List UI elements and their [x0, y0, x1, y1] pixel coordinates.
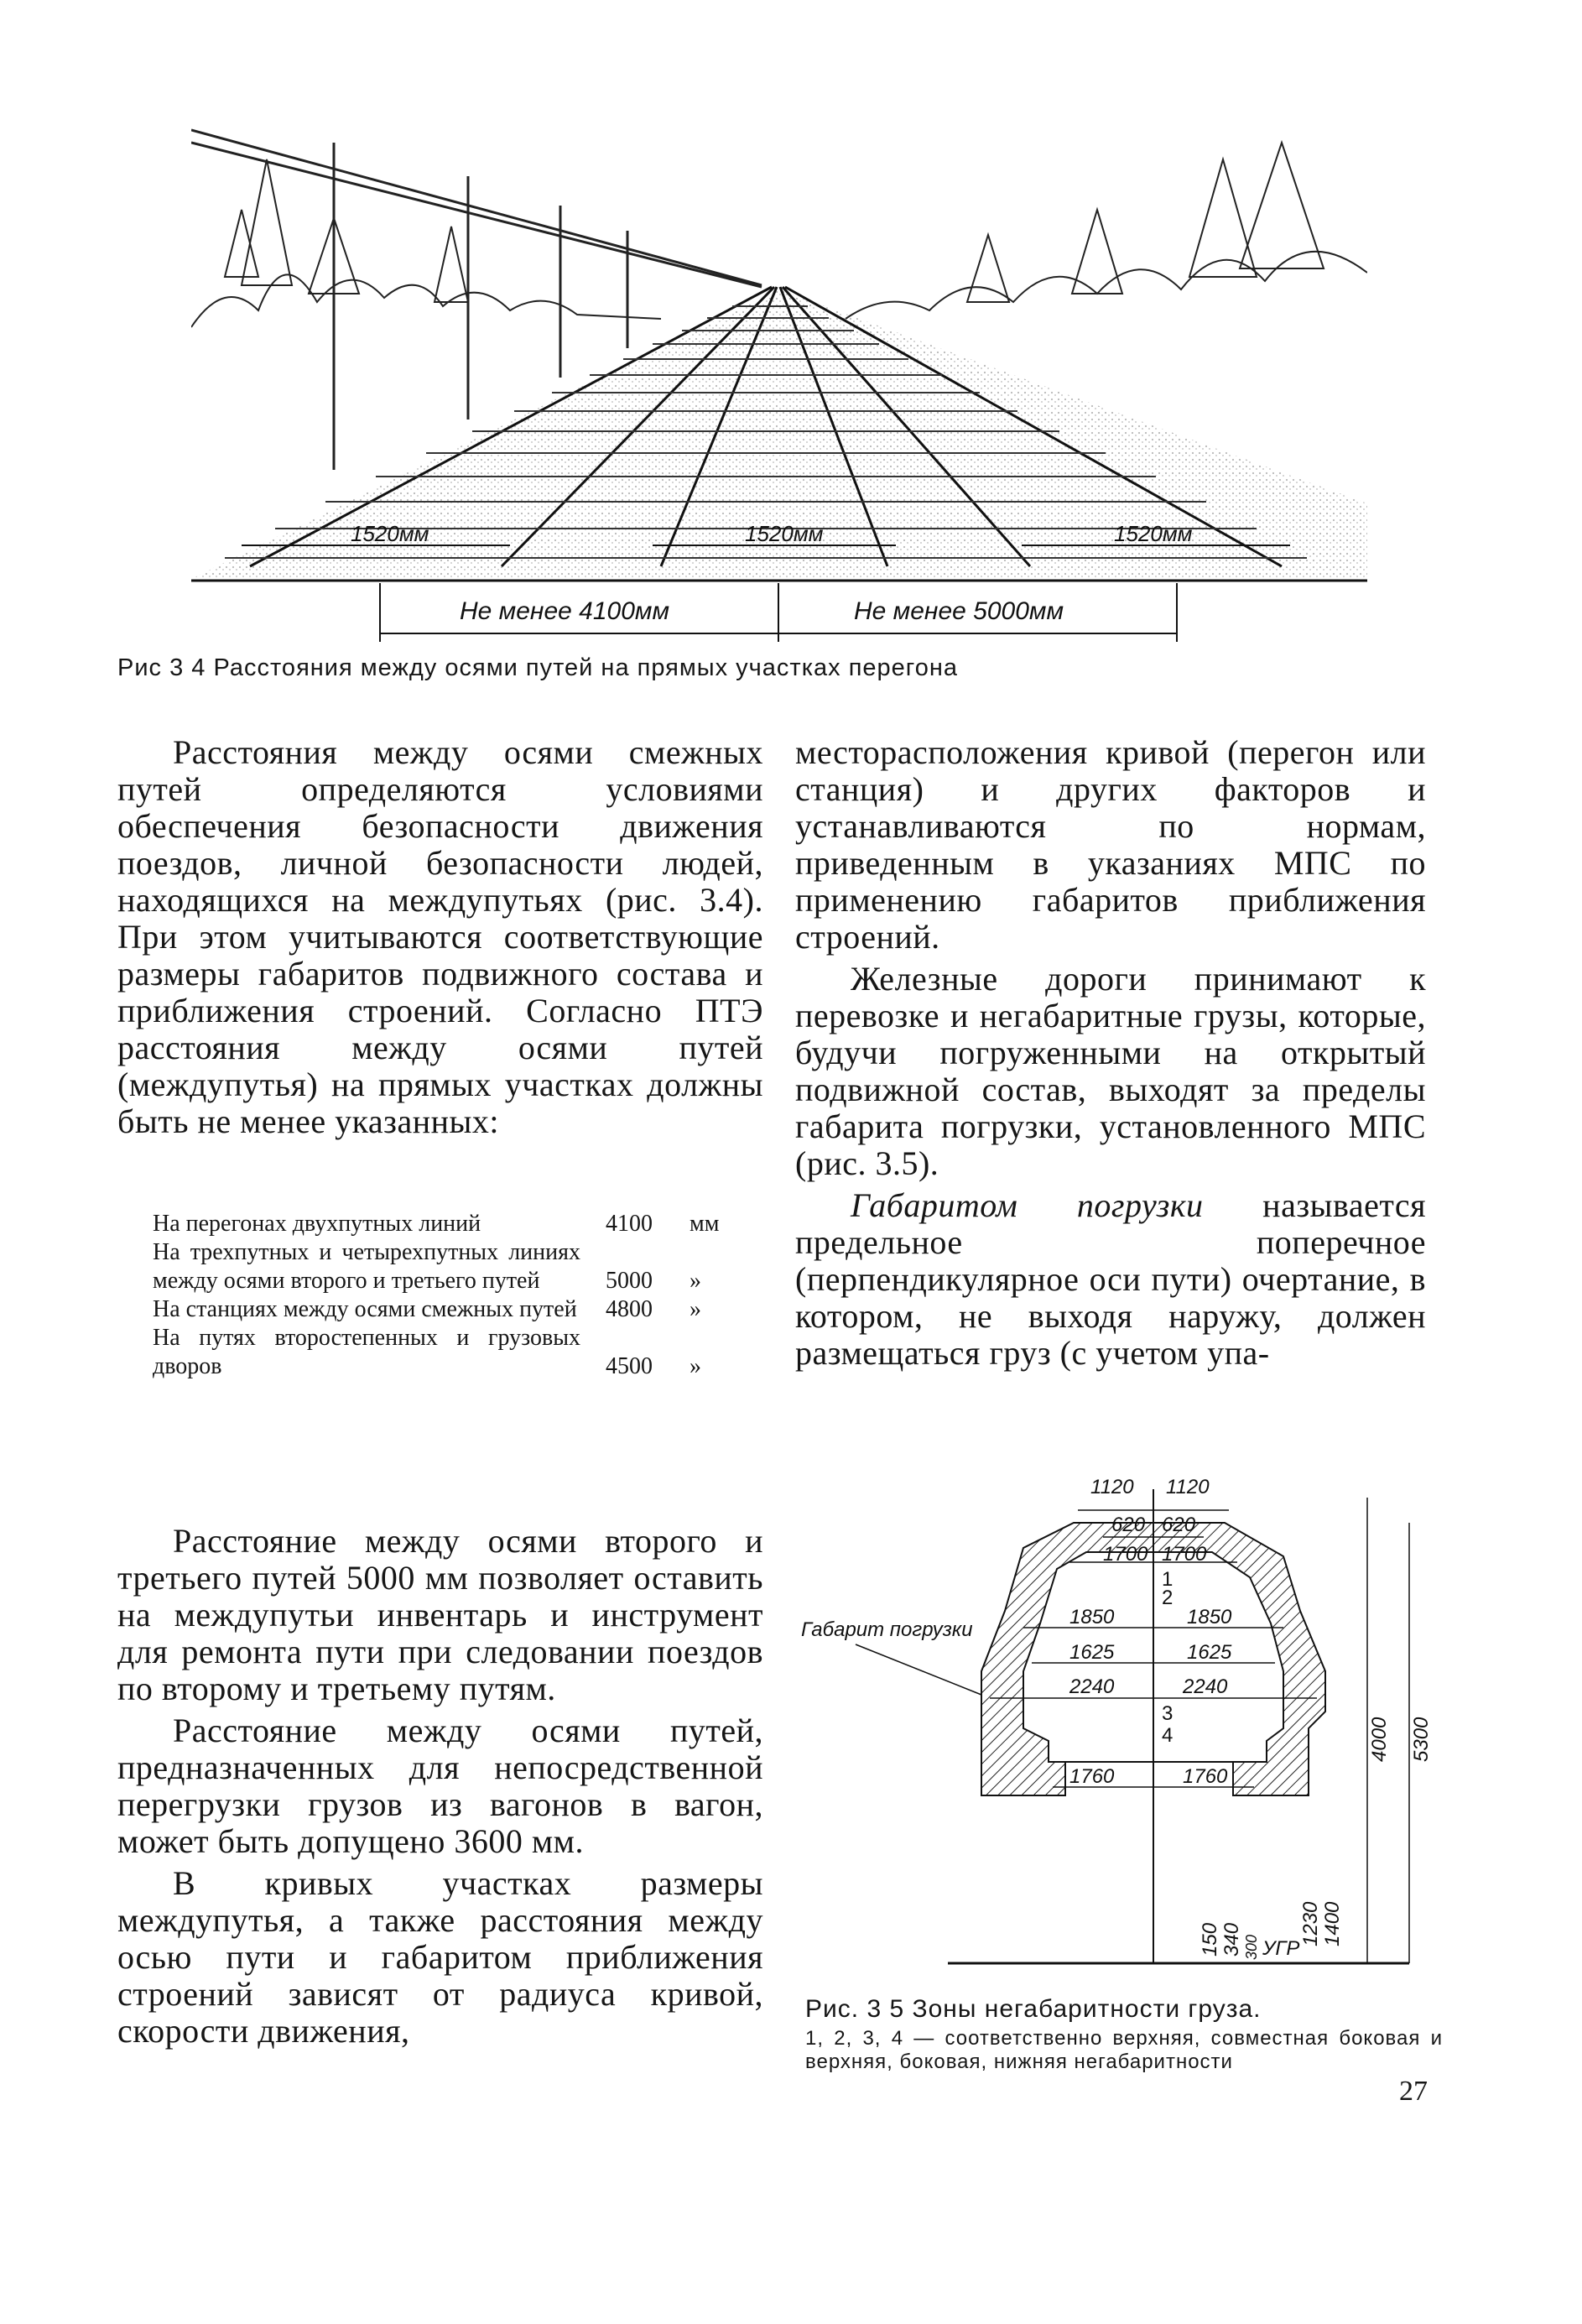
- term-loading-gauge: Габаритом погрузки: [851, 1186, 1204, 1224]
- dim-1760-left: 1760: [1069, 1765, 1115, 1788]
- label-gabarit: Габарит погрузки: [801, 1618, 973, 1641]
- distances-table: [153, 1210, 723, 1381]
- row-label: На путях второстепенных и грузовых дворов: [153, 1325, 580, 1379]
- row-unit: »: [690, 1296, 701, 1322]
- table-row: [153, 1324, 723, 1381]
- page-number: 27: [1399, 2076, 1428, 2107]
- table-row: [153, 1210, 723, 1238]
- dim-620-left: 620: [1111, 1514, 1146, 1536]
- dim-1850-right: 1850: [1187, 1606, 1232, 1628]
- dim-5300: 5300: [1410, 1717, 1433, 1762]
- figure-out-of-gauge-zones: [780, 1443, 1451, 1988]
- dim-1850-left: 1850: [1069, 1606, 1115, 1628]
- right-column: [795, 734, 1426, 1377]
- paragraph: [795, 1187, 1426, 1372]
- row-value: 5000: [606, 1268, 653, 1294]
- dim-1230: 1230: [1299, 1901, 1322, 1946]
- row-label: На перегонах двухпутных линий: [153, 1211, 481, 1237]
- row-unit: мм: [690, 1211, 720, 1237]
- paragraph: Железные дороги принимают к перевозке и негабаритные грузы, которые, будучи погруженными на открытый подвижной состав, выходят за пределы габарита погрузки, установленного МПС (рис. 3.5).: [795, 960, 1426, 1182]
- figure-track-perspective: [191, 109, 1367, 646]
- label-ugr: УГР: [1262, 1937, 1300, 1960]
- dim-2240-right: 2240: [1183, 1675, 1228, 1698]
- dim-150: 150: [1199, 1922, 1221, 1957]
- dim-1625-right: 1625: [1187, 1641, 1232, 1664]
- dim-340: 340: [1220, 1922, 1243, 1957]
- row-value: 4500: [606, 1353, 653, 1379]
- paragraph: Расстояние между осями путей, предназначенных для непосредственной перегрузки грузов из вагонов в вагон, может быть допущено 3600 мм.: [117, 1712, 763, 1860]
- paragraph: месторасположения кривой (перегон или станция) и других факторов и устанавливаются по нормам, приведенным в указаниях МПС по применению габаритов приближения строений.: [795, 733, 1426, 956]
- row-value: 4100: [606, 1211, 653, 1237]
- row-label: На трехпутных и четырехпутных линиях между осями второго и третьего путей: [153, 1239, 580, 1294]
- dim-300: 300: [1243, 1934, 1260, 1960]
- caption-description: 1, 2, 3, 4 — соответственно верхняя, совместная боковая и верхняя, боковая, нижняя негабаритности: [805, 2027, 1443, 2073]
- dim-620-right: 620: [1162, 1514, 1196, 1536]
- gauge-label-1: 1520мм: [351, 521, 429, 546]
- left-column-bottom: [117, 1523, 763, 2055]
- dim-label-4100: Не менее 4100мм: [460, 597, 670, 625]
- paragraph: Расстояния между осями смежных путей определяются условиями обеспечения безопасности движения поездов, личной безопасности людей, находящихся на междупутьях (рис. 3.4). При этом учитываются соответствующие размеры габаритов подвижного состава и приближения строений. Согласно ПТЭ расстояния между осями путей (междупутья) на прямых участках должны быть не менее указанных:: [117, 733, 763, 1140]
- paragraph: Расстояние между осями второго и третьего путей 5000 мм позволяет оставить на междупутьи инвентарь и инструмент для ремонта пути при следовании поездов по второму и третьему путям.: [117, 1522, 763, 1707]
- dim-1120-right: 1120: [1166, 1476, 1210, 1498]
- zone-label-3: 3: [1162, 1702, 1173, 1725]
- dim-1760-right: 1760: [1183, 1765, 1228, 1788]
- zone-label-2: 2: [1162, 1587, 1173, 1609]
- paragraph: В кривых участках размеры междупутья, а также расстояния между осью пути и габаритом приближения строений зависят от радиуса кривой, скорости движения,: [117, 1864, 763, 2050]
- gauge-label-2: 1520мм: [745, 521, 824, 546]
- row-unit: »: [690, 1268, 701, 1294]
- dim-1700-left: 1700: [1103, 1543, 1148, 1566]
- dim-1400: 1400: [1321, 1901, 1344, 1946]
- dim-4000: 4000: [1368, 1717, 1391, 1762]
- row-unit: »: [690, 1353, 701, 1379]
- dim-2240-left: 2240: [1069, 1675, 1115, 1698]
- table-row: [153, 1238, 723, 1295]
- row-value: 4800: [606, 1296, 653, 1322]
- table-row: [153, 1295, 723, 1324]
- dim-1120-left: 1120: [1090, 1476, 1134, 1498]
- figure-3-5-caption: [805, 1995, 1443, 2074]
- zone-label-4: 4: [1162, 1724, 1173, 1747]
- dim-1625-left: 1625: [1069, 1641, 1115, 1664]
- row-label: На станциях между осями смежных путей: [153, 1296, 577, 1322]
- figure-3-4-caption: Рис 3 4 Расстояния между осями путей на прямых участках перегона: [117, 654, 959, 681]
- caption-title: Рис. 3 5 Зоны негабаритности груза.: [805, 1995, 1262, 2023]
- dim-label-5000: Не менее 5000мм: [854, 597, 1064, 625]
- left-column-top: [117, 734, 763, 1145]
- paragraph-rest: называется предельное поперечное (перпендикулярное оси пути) очертание, в котором, не выходя наружу, должен размещаться груз (с учетом упа-: [795, 1186, 1426, 1372]
- zone-label-1: 1: [1162, 1568, 1173, 1591]
- dim-1700-right: 1700: [1162, 1543, 1207, 1566]
- gauge-label-3: 1520мм: [1114, 521, 1193, 546]
- forest-right: [846, 143, 1367, 319]
- gauge-dims: [242, 521, 1290, 546]
